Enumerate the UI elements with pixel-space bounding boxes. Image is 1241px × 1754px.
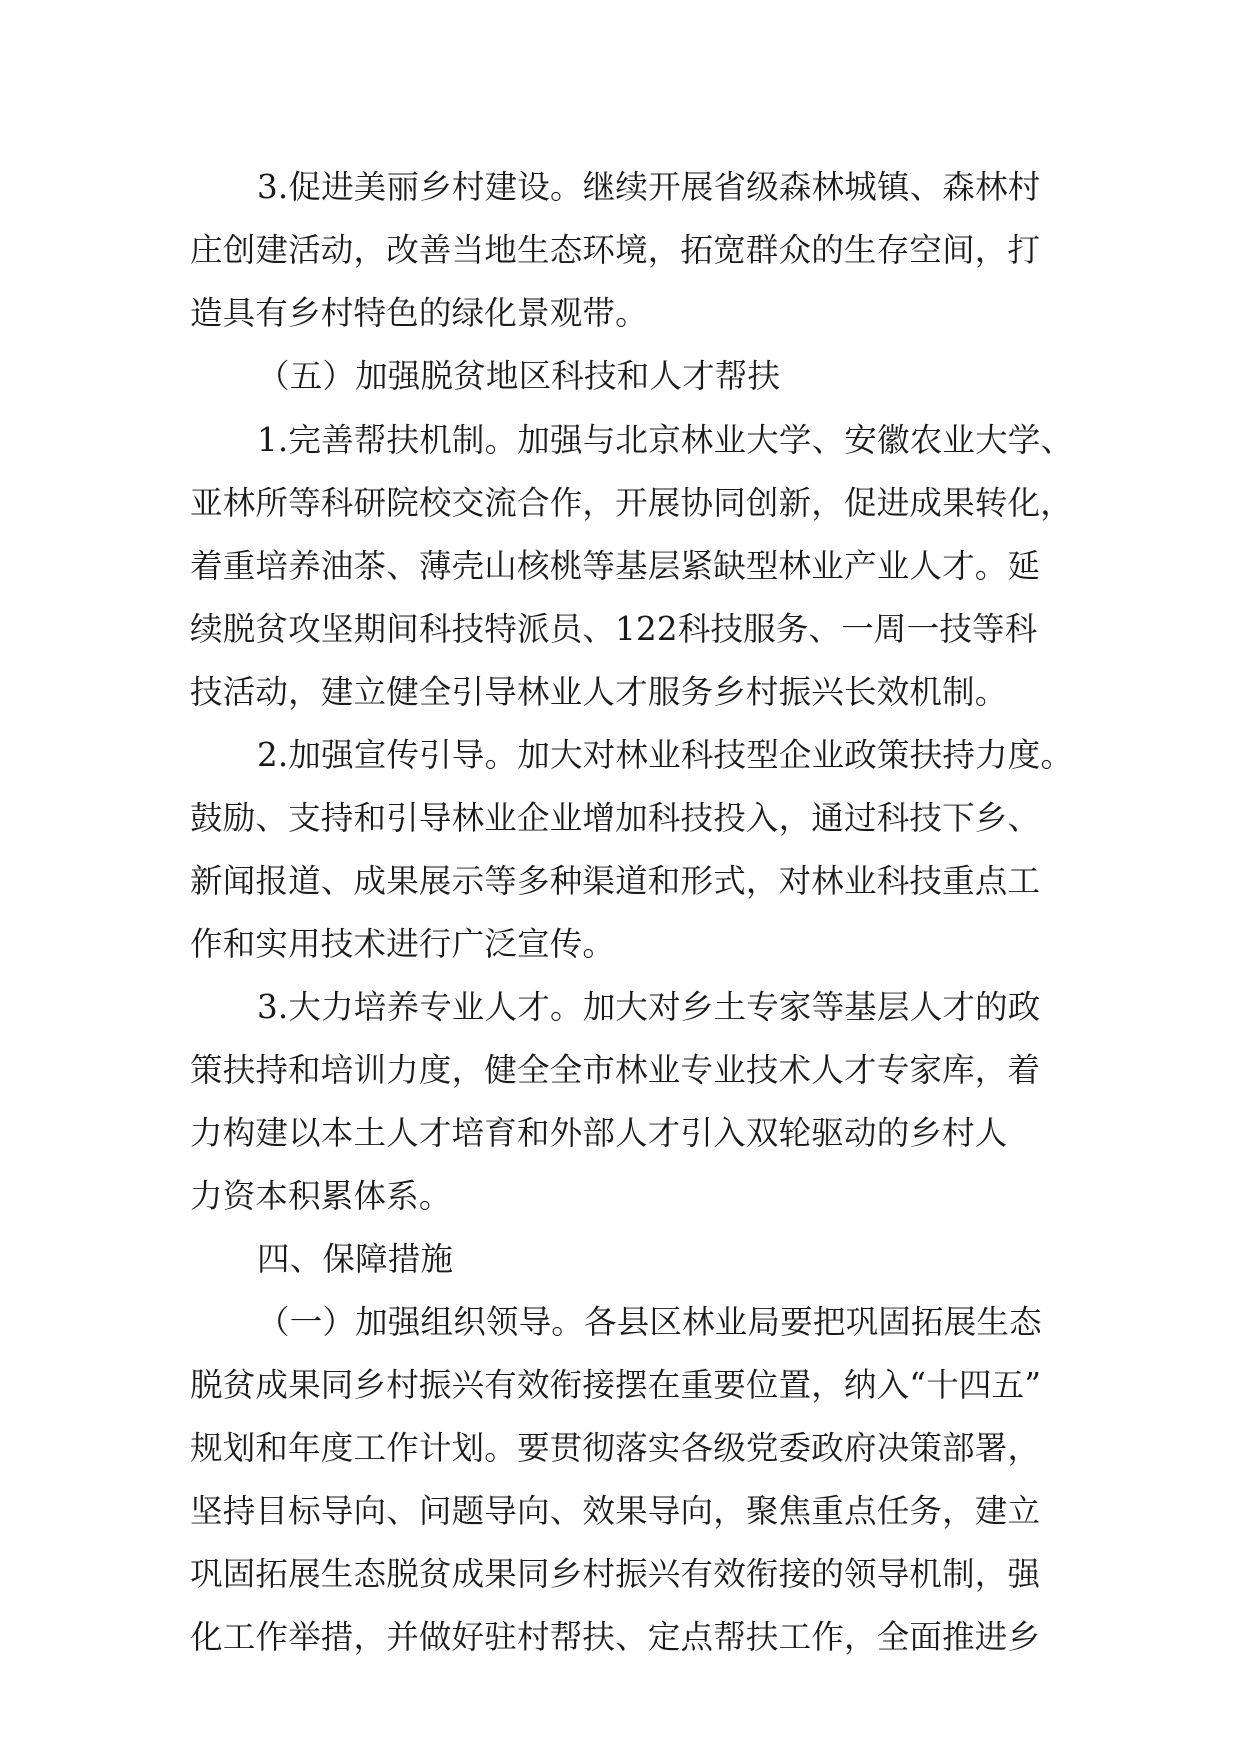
- text-line: 作和实用技术进行广泛宣传。: [190, 925, 616, 963]
- text-line: 亚林所等科研院校交流合作，开展协同创新，促进成果转化，: [190, 484, 1073, 522]
- text-line: 力资本积累体系。: [190, 1177, 452, 1215]
- text-line: 3.促进美丽乡村建设。继续开展省级森林城镇、森林村: [257, 168, 1041, 206]
- text-line: 巩固拓展生态脱贫成果同乡村振兴有效衔接的领导机制，强: [190, 1555, 1041, 1593]
- text-line: 坚持目标导向、问题导向、效果导向，聚焦重点任务，建立: [190, 1492, 1041, 1530]
- section-heading: 四、保障措施: [257, 1240, 454, 1278]
- text-line: 1.完善帮扶机制。加强与北京林业大学、安徽农业大学、: [257, 421, 1074, 459]
- text-line: 脱贫成果同乡村振兴有效衔接摆在重要位置，纳入“十四五”: [190, 1366, 1042, 1404]
- text-line: 庄创建活动，改善当地生态环境，拓宽群众的生存空间，打: [190, 231, 1041, 269]
- text-line: 续脱贫攻坚期间科技特派员、122科技服务、一周一技等科: [190, 610, 1038, 648]
- text-line: 新闻报道、成果展示等多种渠道和形式，对林业科技重点工: [190, 862, 1041, 900]
- text-line: 2.加强宣传引导。加大对林业科技型企业政策扶持力度。: [257, 736, 1074, 774]
- text-line: 3.大力培养专业人才。加大对乡土专家等基层人才的政: [257, 988, 1041, 1026]
- text-line: 技活动，建立健全引导林业人才服务乡村振兴长效机制。: [190, 673, 1008, 711]
- text-line: 鼓励、支持和引导林业企业增加科技投入，通过科技下乡、: [190, 799, 1041, 837]
- text-line: 力构建以本土人才培育和外部人才引入双轮驱动的乡村人: [190, 1114, 1008, 1152]
- text-line: （一）加强组织领导。各县区林业局要把巩固拓展生态: [257, 1303, 1042, 1341]
- text-line: 策扶持和培训力度，健全全市林业专业技术人才专家库，着: [190, 1051, 1041, 1089]
- text-line: 化工作举措，并做好驻村帮扶、定点帮扶工作，全面推进乡: [190, 1618, 1041, 1656]
- section-heading: （五）加强脱贫地区科技和人才帮扶: [257, 357, 781, 395]
- text-line: 着重培养油茶、薄壳山核桃等基层紧缺型林业产业人才。延: [190, 547, 1041, 585]
- text-line: 造具有乡村特色的绿化景观带。: [190, 294, 648, 332]
- text-line: 规划和年度工作计划。要贯彻落实各级党委政府决策部署，: [190, 1429, 1041, 1467]
